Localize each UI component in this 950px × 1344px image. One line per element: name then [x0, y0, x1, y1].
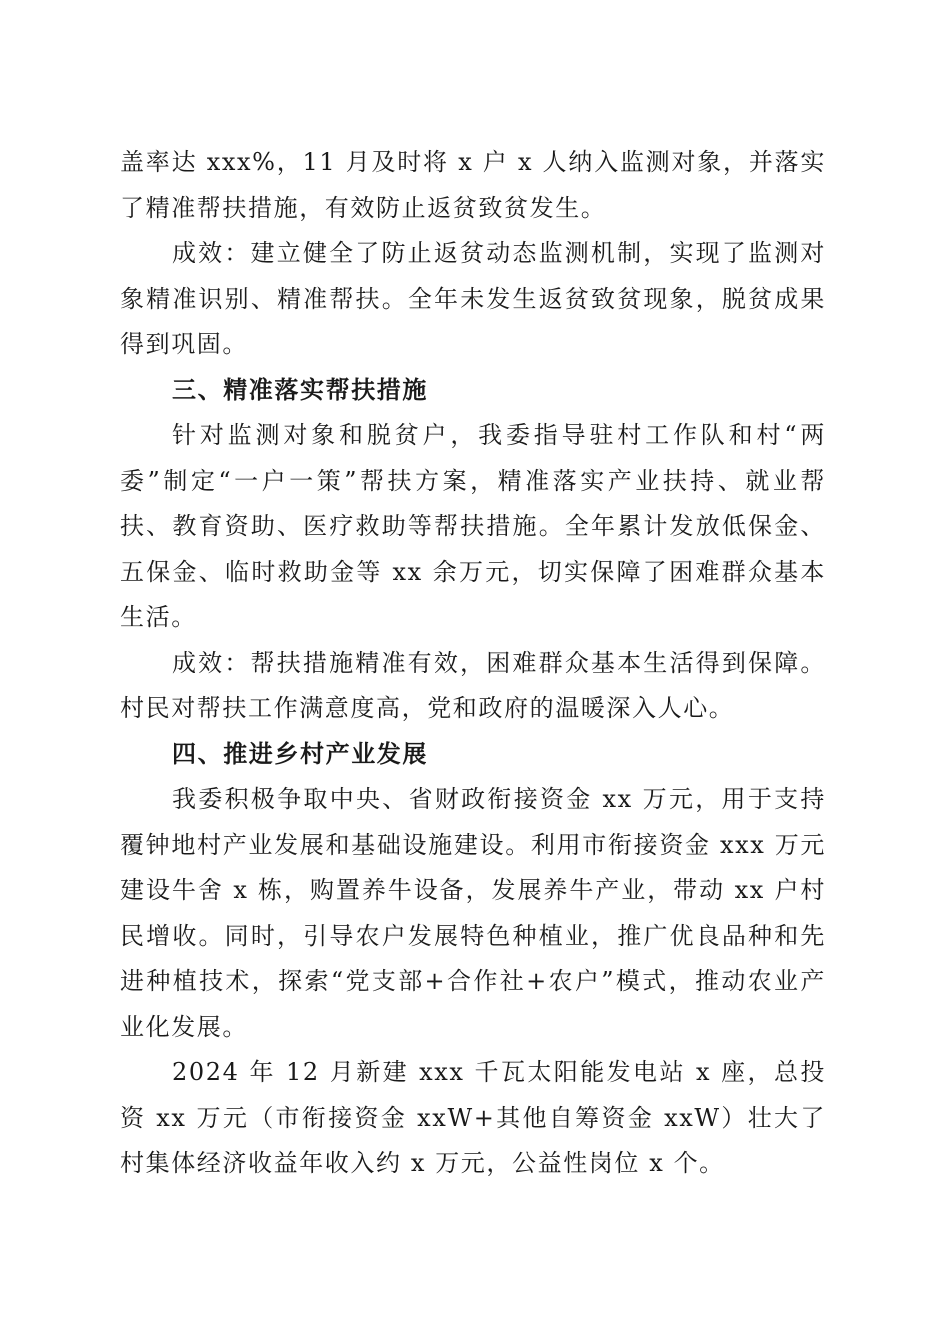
document-page — [120, 140, 826, 1187]
paragraph-assistance-result: 成效：帮扶措施精准有效，困难群众基本生活得到保障。村民对帮扶工作满意度高，党和政府的温暖深入人心。 — [120, 648, 826, 722]
paragraph-monitoring-coverage: 盖率达 xxx%，11 月及时将 x 户 x 人纳入监测对象，并落实了精准帮扶措施，有效防止返贫致贫发生。 — [120, 148, 826, 222]
paragraph-assistance-measures: 针对监测对象和脱贫户，我委指导驻村工作队和村“两委”制定“一户一策”帮扶方案，精准落实产业扶持、就业帮扶、教育资助、医疗救助等帮扶措施。全年累计发放低保金、五保金、临时救助金等 xx 余万元，切实保障了困难群众基本生活。 — [120, 421, 826, 631]
paragraph-monitoring-result: 成效：建立健全了防止返贫动态监测机制，实现了监测对象精准识别、精准帮扶。全年未发生返贫致贫现象，脱贫成果得到巩固。 — [120, 239, 826, 358]
paragraph-industry-development: 我委积极争取中央、省财政衔接资金 xx 万元，用于支持覆钟地村产业发展和基础设施建设。利用市衔接资金 xxx 万元建设牛舍 x 栋，购置养牛设备，发展养牛产业，带动 xx 户村民增收。同时，引导农户发展特色种植业，推广优良品种和先进种植技术，探索“党支部+合作社+农户”模式，推动农业产业化发展。 — [120, 785, 826, 1041]
section-heading-4: 四、推进乡村产业发展 — [172, 739, 428, 768]
section-heading-3: 三、精准落实帮扶措施 — [172, 375, 428, 404]
paragraph-solar-station: 2024 年 12 月新建 xxx 千瓦太阳能发电站 x 座，总投资 xx 万元（市衔接资金 xxW+其他自筹资金 xxW）壮大了村集体经济收益年收入约 x 万元，公益性岗位 x 个。 — [120, 1058, 826, 1177]
